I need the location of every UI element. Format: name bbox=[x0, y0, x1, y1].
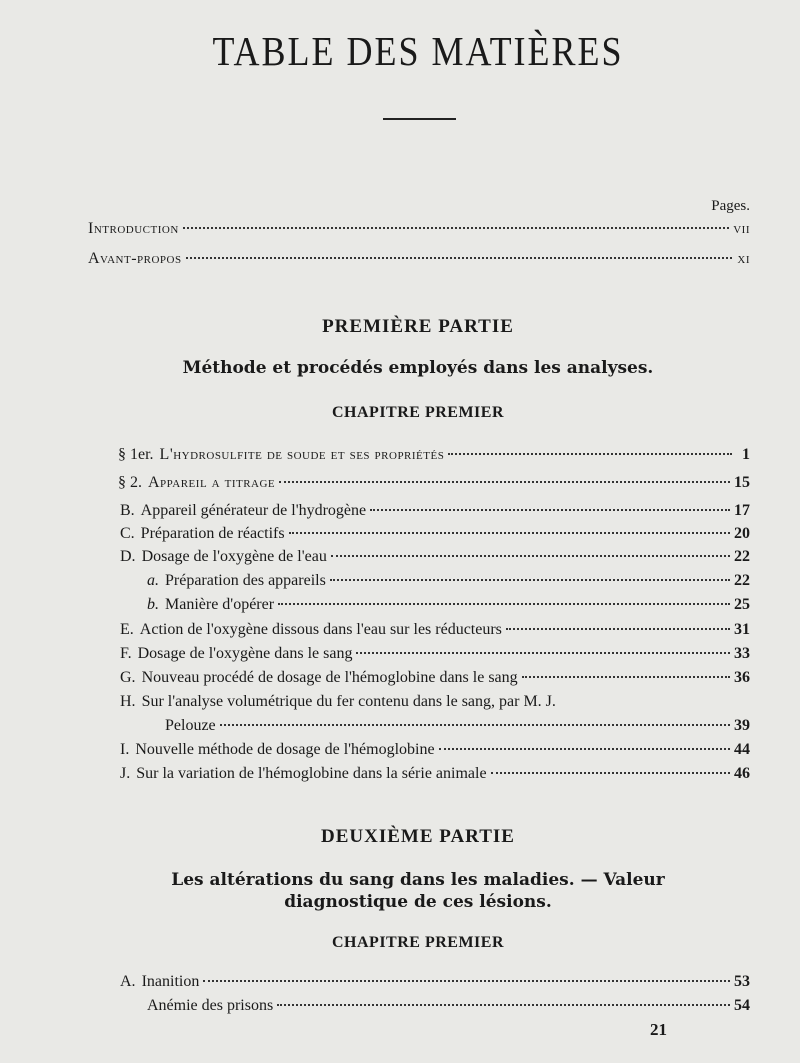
entry-page: 25 bbox=[734, 596, 750, 613]
dot-leader bbox=[220, 724, 730, 726]
entry-letter: b. bbox=[147, 596, 159, 613]
entry-letter: J. bbox=[120, 765, 131, 782]
dot-leader bbox=[277, 1004, 730, 1006]
dot-leader bbox=[522, 676, 730, 678]
entry-page: 33 bbox=[734, 645, 750, 662]
entry-label: Préparation des appareils bbox=[165, 572, 326, 589]
dot-leader bbox=[331, 555, 730, 557]
entry-label: Appareil a titrage bbox=[148, 474, 276, 491]
toc-entry bbox=[120, 502, 750, 520]
entry-page: 22 bbox=[734, 572, 750, 589]
entry-label: Nouvelle méthode de dosage de l'hémoglobine bbox=[135, 741, 435, 758]
entry-letter: C. bbox=[120, 525, 135, 542]
entry-letter: I. bbox=[120, 741, 130, 758]
toc-entry-continuation bbox=[165, 717, 750, 735]
toc-subentry bbox=[147, 596, 750, 614]
entry-page: 31 bbox=[734, 621, 750, 638]
dot-leader bbox=[183, 227, 729, 229]
toc-entry bbox=[120, 645, 750, 663]
entry-label: Dosage de l'oxygène dans le sang bbox=[137, 645, 353, 662]
dot-leader bbox=[439, 748, 730, 750]
toc-entry-introduction bbox=[88, 220, 750, 238]
dot-leader bbox=[356, 652, 730, 654]
entry-letter: G. bbox=[120, 669, 136, 686]
page-number: 21 bbox=[650, 1020, 667, 1039]
page-title: TABLE DES MATIÈRES bbox=[212, 28, 624, 74]
toc-entry bbox=[120, 973, 750, 991]
entry-label: Action de l'oxygène dissous dans l'eau sur les réducteurs bbox=[139, 621, 502, 638]
toc-entry bbox=[120, 741, 750, 759]
entry-label: Appareil générateur de l'hydrogène bbox=[140, 502, 367, 519]
section-prefix: § 1er. bbox=[118, 446, 154, 463]
part-subtitle-line2: diagnostique de ces lésions. bbox=[284, 892, 552, 912]
section-prefix: § 2. bbox=[118, 474, 142, 491]
dot-leader bbox=[203, 980, 730, 982]
entry-page: 17 bbox=[734, 502, 750, 519]
entry-label: Pelouze bbox=[165, 717, 216, 734]
entry-label: L'hydrosulfite de soude et ses propriétés bbox=[159, 446, 445, 463]
entry-page: 44 bbox=[734, 741, 750, 758]
part-subtitle-line1: Les altérations du sang dans les maladies. — Valeur bbox=[171, 870, 665, 890]
entry-page: 15 bbox=[734, 474, 750, 491]
toc-entry-first-line bbox=[120, 693, 556, 711]
entry-letter: H. bbox=[120, 693, 136, 710]
entry-letter: E. bbox=[120, 621, 134, 638]
entry-label: Sur l'analyse volumétrique du fer contenu dans le sang, par M. J. bbox=[141, 693, 556, 710]
dot-leader bbox=[279, 481, 730, 483]
toc-entry-avant-propos bbox=[88, 250, 750, 268]
chapter-heading: CHAPITRE PREMIER bbox=[331, 404, 504, 421]
dot-leader bbox=[491, 772, 730, 774]
entry-letter: a. bbox=[147, 572, 159, 589]
toc-subentry bbox=[147, 572, 750, 590]
entry-letter: B. bbox=[120, 502, 135, 519]
dot-leader bbox=[186, 257, 732, 259]
part-heading: DEUXIÈME PARTIE bbox=[321, 826, 515, 847]
dot-leader bbox=[278, 603, 730, 605]
entry-page: 54 bbox=[734, 997, 750, 1014]
entry-page: vii bbox=[733, 220, 750, 237]
entry-label: Inanition bbox=[141, 973, 200, 990]
entry-page: 36 bbox=[734, 669, 750, 686]
dot-leader bbox=[448, 453, 732, 455]
title-rule bbox=[383, 118, 456, 120]
pages-column-label: Pages. bbox=[711, 198, 750, 214]
entry-page: 20 bbox=[734, 525, 750, 542]
entry-label: Nouveau procédé de dosage de l'hémoglobine dans le sang bbox=[141, 669, 518, 686]
entry-label: Manière d'opérer bbox=[165, 596, 275, 613]
entry-label: Préparation de réactifs bbox=[140, 525, 285, 542]
entry-letter: D. bbox=[120, 548, 136, 565]
entry-page: 22 bbox=[734, 548, 750, 565]
entry-letter: A. bbox=[120, 973, 136, 990]
part-heading: PREMIÈRE PARTIE bbox=[322, 316, 514, 337]
entry-page: xi bbox=[737, 250, 750, 267]
dot-leader bbox=[289, 532, 730, 534]
entry-label: Introduction bbox=[88, 220, 179, 237]
dot-leader bbox=[506, 628, 730, 630]
entry-letter: F. bbox=[120, 645, 132, 662]
toc-entry bbox=[120, 548, 750, 566]
toc-entry bbox=[120, 525, 750, 543]
toc-entry bbox=[120, 621, 750, 639]
entry-page: 53 bbox=[734, 973, 750, 990]
entry-page: 46 bbox=[734, 765, 750, 782]
chapter-heading: CHAPITRE PREMIER bbox=[331, 934, 504, 951]
toc-section bbox=[118, 474, 750, 492]
entry-label: Dosage de l'oxygène de l'eau bbox=[141, 548, 327, 565]
toc-entry bbox=[120, 669, 750, 687]
dot-leader bbox=[330, 579, 730, 581]
entry-page: 39 bbox=[734, 717, 750, 734]
toc-entry bbox=[120, 765, 750, 783]
entry-label: Anémie des prisons bbox=[147, 997, 274, 1014]
part-subtitle: Méthode et procédés employés dans les analyses. bbox=[182, 358, 654, 378]
dot-leader bbox=[370, 509, 730, 511]
entry-page: 1 bbox=[742, 446, 750, 463]
toc-section bbox=[118, 446, 750, 464]
entry-label: Avant-propos bbox=[88, 250, 182, 267]
entry-label: Sur la variation de l'hémoglobine dans la série animale bbox=[136, 765, 487, 782]
toc-entry bbox=[147, 997, 750, 1015]
